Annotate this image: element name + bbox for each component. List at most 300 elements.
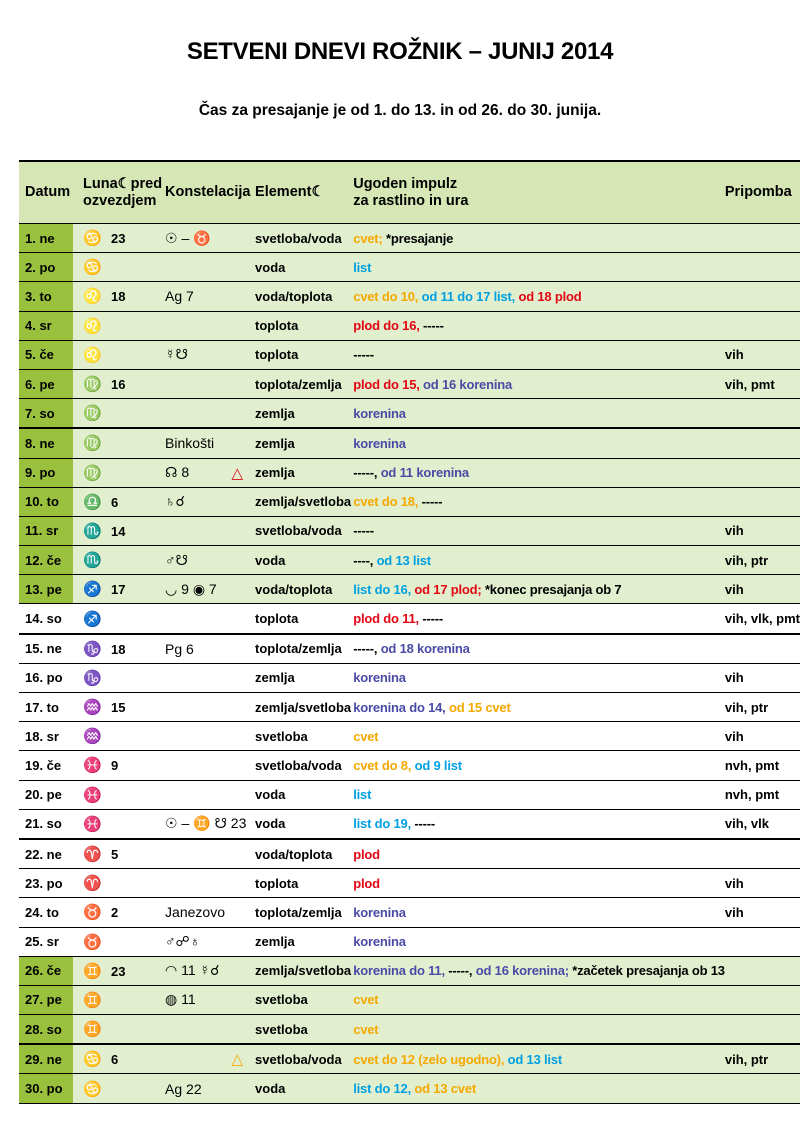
table-row (19, 253, 800, 282)
zodiac-icon: ♈ (83, 846, 102, 864)
note-cell: vih, ptr (725, 546, 800, 575)
date-cell: 7. so (19, 399, 73, 429)
moon-time: 2 (111, 905, 119, 921)
table-row (19, 693, 800, 722)
note-cell: vih (725, 663, 800, 692)
zodiac-icon: ♋ (83, 1080, 102, 1098)
note-cell (725, 956, 800, 985)
impulse-cell (353, 604, 725, 634)
page-subtitle: Čas za presajanje je od 1. do 13. in od 26. do 30. junija. (198, 102, 602, 119)
impulse-cell (353, 956, 725, 985)
note-cell: vih, ptr (725, 693, 800, 722)
impulse-part: ----- (418, 494, 443, 510)
constellation-cell (165, 428, 255, 458)
note-cell (725, 282, 800, 311)
moon-cell (73, 869, 165, 898)
header-impulse-line2: za rastlino in ura (353, 192, 469, 209)
date-cell: 29. ne (19, 1044, 73, 1074)
impulse-part: *začetek presajanja ob 13 (568, 963, 725, 979)
table-row (19, 722, 800, 751)
zodiac-icon: ♐ (83, 581, 102, 599)
impulse-cell (353, 253, 725, 282)
element-cell: toplota/zemlja (255, 898, 353, 927)
note-cell: vih (725, 340, 800, 369)
impulse-part: list do 16, (353, 581, 411, 597)
zodiac-icon: ♓ (83, 786, 102, 804)
moon-cell (73, 751, 165, 780)
impulse-part: cvet (353, 1021, 379, 1037)
moon-time: 6 (111, 1052, 119, 1068)
impulse-part: cvet (353, 992, 379, 1008)
table-row (19, 487, 800, 516)
impulse-part: korenina (353, 405, 406, 421)
impulse-part: od 15 cvet (445, 699, 511, 715)
element-cell: svetloba/voda (255, 751, 353, 780)
zodiac-icon: ♉ (83, 933, 102, 951)
zodiac-icon: ♊ (83, 1021, 102, 1039)
table-row (19, 869, 800, 898)
impulse-cell (353, 898, 725, 927)
table-row (19, 780, 800, 809)
impulse-part: korenina do 14, (353, 699, 446, 715)
zodiac-icon: ♈ (83, 875, 102, 893)
element-cell: voda (255, 809, 353, 839)
impulse-part: cvet do 18, (353, 494, 419, 510)
element-cell: zemlja (255, 927, 353, 956)
impulse-cell (353, 693, 725, 722)
element-cell: svetloba (255, 985, 353, 1014)
note-cell: vih, pmt (725, 369, 800, 398)
constellation-cell (165, 809, 255, 839)
constellation-cell (165, 956, 255, 985)
zodiac-icon: ♌ (83, 317, 102, 335)
element-cell: zemlja/svetloba (255, 956, 353, 985)
date-cell: 8. ne (19, 428, 73, 458)
element-cell: zemlja (255, 428, 353, 458)
impulse-cell (353, 1044, 725, 1074)
moon-cell (73, 663, 165, 692)
element-cell: toplota (255, 604, 353, 634)
impulse-cell (353, 224, 725, 253)
date-cell: 21. so (19, 809, 73, 839)
impulse-part: cvet do 10, (353, 288, 419, 304)
moon-cell (73, 458, 165, 487)
impulse-part: ----- (353, 347, 374, 363)
element-cell: voda/toplota (255, 282, 353, 311)
constellation-cell (165, 516, 255, 545)
zodiac-icon: ♊ (83, 962, 102, 980)
impulse-part: cvet; (353, 230, 383, 246)
constellation-cell (165, 751, 255, 780)
impulse-part: od 16 korenina; (472, 963, 569, 979)
impulse-part: cvet do 12 (zelo ugodno), (353, 1051, 505, 1067)
date-cell: 24. to (19, 898, 73, 927)
zodiac-icon: ♏ (83, 522, 102, 540)
table-row (19, 282, 800, 311)
element-cell: svetloba/voda (255, 516, 353, 545)
impulse-part: cvet (353, 728, 379, 744)
constellation-cell (165, 693, 255, 722)
impulse-part: cvet do 8, (353, 757, 412, 773)
note-cell (725, 487, 800, 516)
date-cell: 20. pe (19, 780, 73, 809)
moon-time: 9 (111, 758, 119, 774)
constellation-cell (165, 575, 255, 604)
constellation-value: ☉ – ♊ ☋ 23 (165, 815, 247, 832)
table-header-row (19, 161, 800, 224)
constellation-value: ☊ 8 (165, 463, 190, 480)
impulse-part: *konec presajanja ob 7 (481, 581, 622, 597)
date-cell: 30. po (19, 1074, 73, 1103)
impulse-part: ----- (353, 523, 374, 539)
zodiac-icon: ♑ (83, 640, 102, 658)
header-moon-line2: ozvezdjem (83, 192, 157, 209)
note-cell (725, 311, 800, 340)
date-cell: 15. ne (19, 634, 73, 664)
element-cell: zemlja (255, 663, 353, 692)
note-cell (725, 1015, 800, 1045)
constellation-cell (165, 722, 255, 751)
impulse-part: list do 12, (353, 1081, 411, 1097)
element-cell: svetloba/voda (255, 224, 353, 253)
element-cell: svetloba (255, 1015, 353, 1045)
header-constellation: Konstelacija (165, 161, 255, 224)
constellation-cell (165, 663, 255, 692)
zodiac-icon: ♋ (83, 230, 102, 248)
element-cell: voda (255, 546, 353, 575)
impulse-cell (353, 428, 725, 458)
constellation-cell (165, 224, 255, 253)
date-cell: 2. po (19, 253, 73, 282)
impulse-part: od 13 list (504, 1051, 562, 1067)
table-row (19, 809, 800, 839)
constellation-cell (165, 839, 255, 869)
impulse-part: korenina (353, 934, 406, 950)
moon-cell (73, 1015, 165, 1045)
element-cell: toplota/zemlja (255, 634, 353, 664)
zodiac-icon: ♑ (83, 669, 102, 687)
moon-cell (73, 693, 165, 722)
table-row (19, 985, 800, 1014)
impulse-part: korenina (353, 670, 406, 686)
constellation-value: Pg 6 (165, 640, 194, 657)
date-cell: 1. ne (19, 224, 73, 253)
table-row (19, 369, 800, 398)
element-cell: toplota/zemlja (255, 369, 353, 398)
moon-cell (73, 604, 165, 634)
date-cell: 4. sr (19, 311, 73, 340)
note-cell (725, 927, 800, 956)
constellation-value: ☉ – ♉ (165, 229, 211, 246)
element-cell: voda/toplota (255, 839, 353, 869)
table-row (19, 311, 800, 340)
impulse-cell (353, 458, 725, 487)
zodiac-icon: ♏ (83, 552, 102, 570)
impulse-cell (353, 399, 725, 429)
note-cell (725, 985, 800, 1014)
table-row (19, 604, 800, 634)
note-cell: vih (725, 722, 800, 751)
moon-cell (73, 985, 165, 1014)
impulse-cell (353, 809, 725, 839)
table-row (19, 546, 800, 575)
impulse-cell (353, 575, 725, 604)
constellation-value: ◡ 9 ◉ 7 (165, 580, 217, 597)
impulse-part: od 13 list (373, 552, 431, 568)
constellation-cell (165, 634, 255, 664)
date-cell: 16. po (19, 663, 73, 692)
impulse-part: ----, (353, 552, 374, 568)
table-row (19, 340, 800, 369)
moon-cell (73, 369, 165, 398)
impulse-cell (353, 282, 725, 311)
note-cell: vih (725, 575, 800, 604)
note-cell: vih (725, 869, 800, 898)
moon-time: 18 (111, 289, 126, 305)
constellation-cell (165, 985, 255, 1014)
impulse-cell (353, 751, 725, 780)
moon-cell (73, 224, 165, 253)
date-cell: 19. če (19, 751, 73, 780)
moon-time: 5 (111, 847, 119, 863)
impulse-part: -----, (353, 641, 378, 657)
triangle-icon: △ (231, 1051, 244, 1069)
date-cell: 6. pe (19, 369, 73, 398)
impulse-part: od 18 korenina (377, 641, 470, 657)
constellation-value: ◠ 11 ☿☌ (165, 962, 220, 979)
impulse-part: list (353, 259, 372, 275)
impulse-part: od 11 korenina (377, 465, 469, 481)
impulse-part: od 18 plod (515, 288, 582, 304)
constellation-cell (165, 399, 255, 429)
moon-cell (73, 516, 165, 545)
header-impulse-line1: Ugoden impulz (353, 175, 458, 192)
constellation-cell (165, 869, 255, 898)
constellation-cell (165, 311, 255, 340)
impulse-part: ----- (419, 318, 444, 334)
impulse-part: plod do 16, (353, 318, 420, 334)
zodiac-icon: ♒ (83, 728, 102, 746)
element-cell: voda (255, 780, 353, 809)
table-row (19, 839, 800, 869)
element-cell: voda (255, 253, 353, 282)
note-cell: nvh, pmt (725, 780, 800, 809)
note-cell (725, 399, 800, 429)
note-cell (725, 458, 800, 487)
table-row (19, 428, 800, 458)
constellation-value: Binkošti (165, 435, 215, 452)
impulse-part: *presajanje (382, 230, 454, 246)
element-cell: svetloba/voda (255, 1044, 353, 1074)
date-cell: 27. pe (19, 985, 73, 1014)
zodiac-icon: ♊ (83, 991, 102, 1009)
date-cell: 12. če (19, 546, 73, 575)
date-cell: 14. so (19, 604, 73, 634)
header-impulse (353, 161, 725, 224)
moon-time: 18 (111, 641, 126, 657)
constellation-cell (165, 340, 255, 369)
impulse-cell (353, 546, 725, 575)
impulse-part: ----- (418, 611, 443, 627)
moon-cell (73, 311, 165, 340)
moon-cell (73, 1074, 165, 1103)
moon-time: 17 (111, 582, 126, 598)
element-cell: zemlja (255, 458, 353, 487)
moon-cell (73, 282, 165, 311)
note-cell: vih, vlk, pmt (725, 604, 800, 634)
moon-cell (73, 898, 165, 927)
zodiac-icon: ♍ (83, 405, 102, 423)
note-cell: vih (725, 898, 800, 927)
date-cell: 3. to (19, 282, 73, 311)
element-cell: toplota (255, 869, 353, 898)
moon-cell (73, 428, 165, 458)
moon-cell (73, 634, 165, 664)
impulse-cell (353, 927, 725, 956)
impulse-part: od 16 korenina (419, 376, 513, 392)
impulse-part: plod (353, 846, 380, 862)
moon-cell (73, 575, 165, 604)
moon-time: 23 (111, 231, 126, 247)
moon-cell (73, 780, 165, 809)
table-row (19, 634, 800, 664)
impulse-part: plod do 11, (353, 611, 419, 627)
moon-cell (73, 546, 165, 575)
constellation-value: ♄☌ (165, 493, 185, 510)
moon-cell (73, 927, 165, 956)
moon-time: 23 (111, 963, 126, 979)
impulse-cell (353, 369, 725, 398)
element-cell: zemlja (255, 399, 353, 429)
constellation-cell (165, 780, 255, 809)
constellation-value: Ag 22 (165, 1080, 202, 1097)
constellation-value: ☿☋ (165, 346, 188, 363)
element-cell: svetloba (255, 722, 353, 751)
date-cell: 11. sr (19, 516, 73, 545)
note-cell (725, 253, 800, 282)
date-cell: 13. pe (19, 575, 73, 604)
table-row (19, 458, 800, 487)
constellation-value: Ag 7 (165, 288, 194, 305)
table-row (19, 1074, 800, 1103)
table-row (19, 575, 800, 604)
table-row (19, 224, 800, 253)
date-cell: 17. to (19, 693, 73, 722)
zodiac-icon: ♋ (83, 1051, 102, 1069)
header-element: Element☾ (255, 161, 353, 224)
note-cell: vih (725, 516, 800, 545)
impulse-part: plod do 15, (353, 376, 420, 392)
constellation-cell (165, 927, 255, 956)
date-cell: 22. ne (19, 839, 73, 869)
moon-cell (73, 253, 165, 282)
impulse-cell (353, 634, 725, 664)
table-row (19, 927, 800, 956)
impulse-part: plod (353, 875, 380, 891)
date-cell: 26. če (19, 956, 73, 985)
element-cell: voda/toplota (255, 575, 353, 604)
sowing-calendar-table (19, 160, 800, 1104)
impulse-cell (353, 311, 725, 340)
impulse-part: list do 19, (353, 816, 411, 832)
constellation-cell (165, 282, 255, 311)
impulse-part: od 9 list (411, 757, 462, 773)
note-cell (725, 428, 800, 458)
moon-cell (73, 340, 165, 369)
constellation-cell (165, 1044, 255, 1074)
constellation-cell (165, 369, 255, 398)
impulse-part: korenina do 11, (353, 963, 445, 979)
zodiac-icon: ♍ (83, 435, 102, 453)
table-body (19, 224, 800, 1104)
page-title: SETVENI DNEVI ROŽNIK – JUNIJ 2014 (186, 38, 614, 65)
note-cell (725, 839, 800, 869)
impulse-part: od 17 plod; (410, 581, 482, 597)
constellation-cell (165, 1074, 255, 1103)
table-row (19, 751, 800, 780)
zodiac-icon: ♒ (83, 699, 102, 717)
date-cell: 28. so (19, 1015, 73, 1045)
constellation-cell (165, 458, 255, 487)
impulse-cell (353, 869, 725, 898)
moon-cell (73, 487, 165, 516)
note-cell: vih, vlk (725, 809, 800, 839)
moon-cell (73, 839, 165, 869)
note-cell (725, 634, 800, 664)
moon-cell (73, 722, 165, 751)
element-cell: toplota (255, 311, 353, 340)
impulse-part: od 11 do 17 list, (418, 288, 516, 304)
moon-time: 14 (111, 523, 126, 539)
impulse-part: list (353, 787, 372, 803)
date-cell: 25. sr (19, 927, 73, 956)
table-row (19, 663, 800, 692)
moon-time: 16 (111, 377, 126, 393)
constellation-cell (165, 1015, 255, 1045)
impulse-cell (353, 780, 725, 809)
zodiac-icon: ♌ (83, 346, 102, 364)
constellation-cell (165, 898, 255, 927)
impulse-part: korenina (353, 435, 406, 451)
date-cell: 18. sr (19, 722, 73, 751)
table-row (19, 399, 800, 429)
constellation-cell (165, 546, 255, 575)
moon-cell (73, 956, 165, 985)
element-cell: zemlja/svetloba (255, 693, 353, 722)
constellation-value: ♂☋ (165, 551, 188, 568)
table-row (19, 1044, 800, 1074)
impulse-cell (353, 1074, 725, 1103)
header-date: Datum (19, 161, 73, 224)
note-cell (725, 224, 800, 253)
zodiac-icon: ♍ (83, 376, 102, 394)
date-cell: 10. to (19, 487, 73, 516)
zodiac-icon: ♎ (83, 493, 102, 511)
constellation-cell (165, 604, 255, 634)
impulse-cell (353, 1015, 725, 1045)
header-moon (73, 161, 165, 224)
date-cell: 9. po (19, 458, 73, 487)
header-moon-line1: Luna☾pred (83, 175, 163, 192)
triangle-icon: △ (231, 464, 244, 482)
zodiac-icon: ♉ (83, 904, 102, 922)
element-cell: voda (255, 1074, 353, 1103)
moon-time: 15 (111, 700, 126, 716)
impulse-cell (353, 340, 725, 369)
element-cell: zemlja/svetloba (255, 487, 353, 516)
impulse-part: ----- (410, 816, 436, 832)
moon-cell (73, 399, 165, 429)
